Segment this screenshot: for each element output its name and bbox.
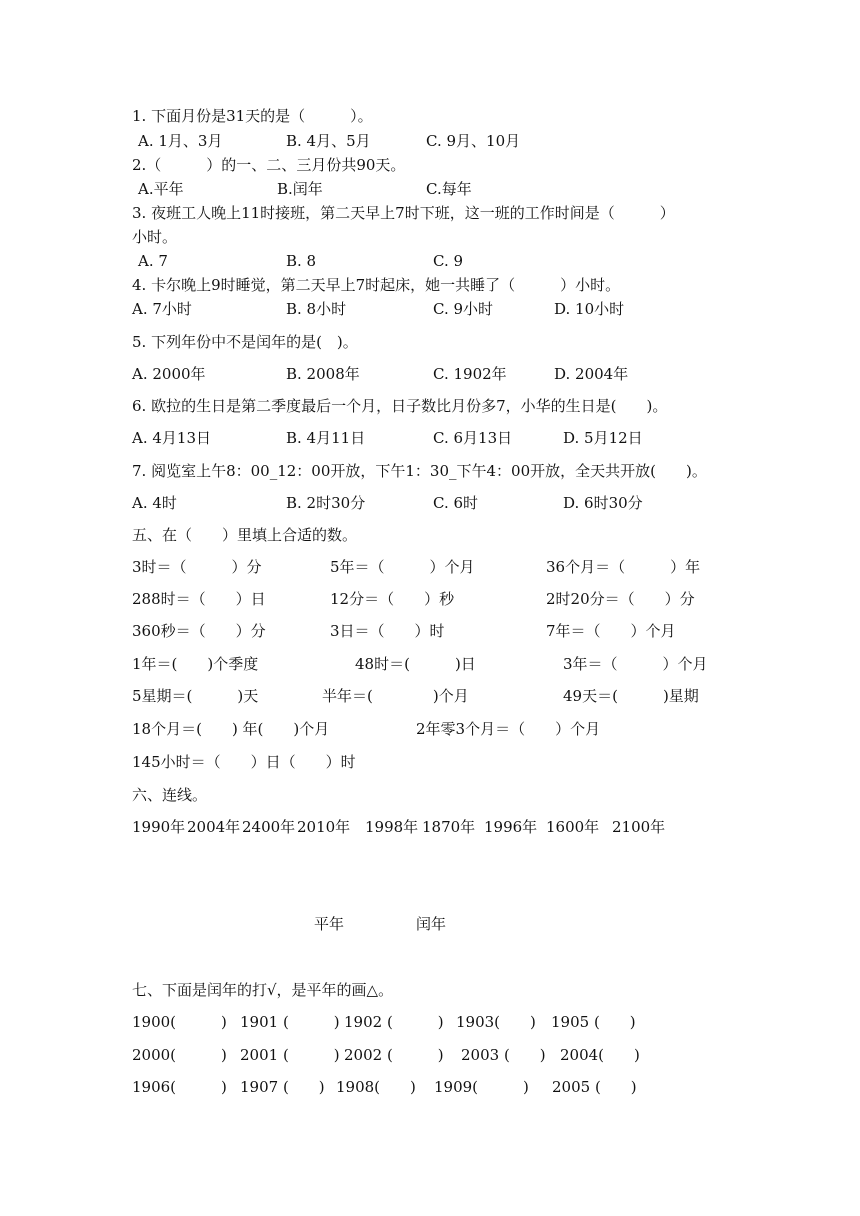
q5-option-c: C. 1902年 xyxy=(433,365,507,383)
fill-item: 1年＝( )个季度 xyxy=(132,655,259,673)
year-judge-item: 1905 ( ) xyxy=(551,1013,636,1031)
fill-item: 3日＝（ ）时 xyxy=(330,622,445,640)
q3-option-a: A. 7 xyxy=(138,252,168,270)
q2-stem: 2.（ ）的一、二、三月份共90天。 xyxy=(132,156,406,174)
year-judge-item: 2002 ( ) xyxy=(344,1046,444,1064)
year-judge-item: 1906( ) xyxy=(132,1078,227,1096)
year-item: 2100年 xyxy=(612,818,666,836)
year-judge-item: 1903( ) xyxy=(456,1013,536,1031)
year-judge-item: 1902 ( ) xyxy=(344,1013,444,1031)
q1-option-a: A. 1月、3月 xyxy=(138,132,223,150)
q2-option-a: A.平年 xyxy=(138,180,184,198)
fill-item: 5年＝（ ）个月 xyxy=(330,558,475,576)
q6-option-d: D. 5月12日 xyxy=(563,429,643,447)
fill-item: 2年零3个月＝（ ）个月 xyxy=(416,720,601,738)
q7-option-b: B. 2时30分 xyxy=(286,494,366,512)
q4-option-b: B. 8小时 xyxy=(286,300,347,318)
q7-stem: 7. 阅览室上午8：00_12：00开放，下午1：30_下午4：00开放，全天共开放( )。 xyxy=(132,462,707,480)
q3-option-b: B. 8 xyxy=(286,252,317,270)
year-judge-item: 2005 ( ) xyxy=(552,1078,637,1096)
q3-option-c: C. 9 xyxy=(433,252,464,270)
year-item: 1870年 xyxy=(422,818,476,836)
q6-stem: 6. 欧拉的生日是第二季度最后一个月，日子数比月份多7，小华的生日是( )。 xyxy=(132,397,668,415)
q7-option-a: A. 4时 xyxy=(132,494,177,512)
q4-option-a: A. 7小时 xyxy=(132,300,192,318)
fill-item: 48时＝( )日 xyxy=(355,655,476,673)
q1-option-b: B. 4月、5月 xyxy=(286,132,371,150)
fill-item: 5星期＝( )天 xyxy=(132,687,259,705)
fill-item: 7年＝（ ）个月 xyxy=(546,622,676,640)
q2-option-b: B.闰年 xyxy=(277,180,323,198)
year-judge-item: 1901 ( ) xyxy=(240,1013,340,1031)
year-item: 2010年 xyxy=(297,818,351,836)
q2-option-c: C.每年 xyxy=(426,180,472,198)
q1-stem: 1. 下面月份是31天的是（ ）。 xyxy=(132,107,373,125)
fill-item: 18个月＝( ) 年( )个月 xyxy=(132,720,330,738)
fill-item: 288时＝（ ）日 xyxy=(132,590,266,608)
q5-stem: 5. 下列年份中不是闰年的是( )。 xyxy=(132,333,358,351)
year-judge-item: 2004( ) xyxy=(560,1046,640,1064)
q3-stem-continued: 小时。 xyxy=(132,228,178,246)
year-item: 1600年 xyxy=(546,818,600,836)
year-judge-item: 2001 ( ) xyxy=(240,1046,340,1064)
year-judge-item: 1909( ) xyxy=(434,1078,529,1096)
q6-option-b: B. 4月11日 xyxy=(286,429,366,447)
year-item: 1998年 xyxy=(365,818,419,836)
fill-item: 2时20分＝（ ）分 xyxy=(546,590,695,608)
q1-option-c: C. 9月、10月 xyxy=(426,132,521,150)
fill-item: 36个月＝（ ）年 xyxy=(546,558,701,576)
section5-title: 五、在（ ）里填上合适的数。 xyxy=(132,526,358,544)
year-item: 1990年 xyxy=(132,818,186,836)
fill-item: 3时＝（ ）分 xyxy=(132,558,262,576)
fill-item: 半年＝( )个月 xyxy=(322,687,469,705)
fill-item: 3年＝（ ）个月 xyxy=(563,655,708,673)
q5-option-d: D. 2004年 xyxy=(554,365,629,383)
year-item: 1996年 xyxy=(484,818,538,836)
year-item: 2400年 xyxy=(242,818,296,836)
q4-stem: 4. 卡尔晚上9时睡觉，第二天早上7时起床，她一共睡了（ ）小时。 xyxy=(132,276,621,294)
year-judge-item: 1900( ) xyxy=(132,1013,227,1031)
year-judge-item: 1907 ( ) xyxy=(240,1078,325,1096)
q5-option-a: A. 2000年 xyxy=(132,365,206,383)
q6-option-c: C. 6月13日 xyxy=(433,429,513,447)
q3-stem: 3. 夜班工人晚上11时接班，第二天早上7时下班，这一班的工作时间是（ ） xyxy=(132,204,675,222)
common-year-label: 平年 xyxy=(314,915,345,933)
q4-option-d: D. 10小时 xyxy=(554,300,625,318)
section6-title: 六、连线。 xyxy=(132,786,208,804)
fill-item: 49天＝( )星期 xyxy=(563,687,699,705)
q5-option-b: B. 2008年 xyxy=(286,365,360,383)
section7-title: 七、下面是闰年的打√，是平年的画△。 xyxy=(132,981,394,999)
q7-option-c: C. 6时 xyxy=(433,494,479,512)
fill-item: 12分＝（ ）秒 xyxy=(330,590,455,608)
year-item: 2004年 xyxy=(187,818,241,836)
q6-option-a: A. 4月13日 xyxy=(132,429,211,447)
year-judge-item: 1908( ) xyxy=(336,1078,416,1096)
leap-year-label: 闰年 xyxy=(416,915,447,933)
q4-option-c: C. 9小时 xyxy=(433,300,494,318)
fill-item: 360秒＝（ ）分 xyxy=(132,622,266,640)
year-judge-item: 2000( ) xyxy=(132,1046,227,1064)
q7-option-d: D. 6时30分 xyxy=(563,494,643,512)
fill-item: 145小时＝（ ）日（ ）时 xyxy=(132,753,356,771)
year-judge-item: 2003 ( ) xyxy=(461,1046,546,1064)
